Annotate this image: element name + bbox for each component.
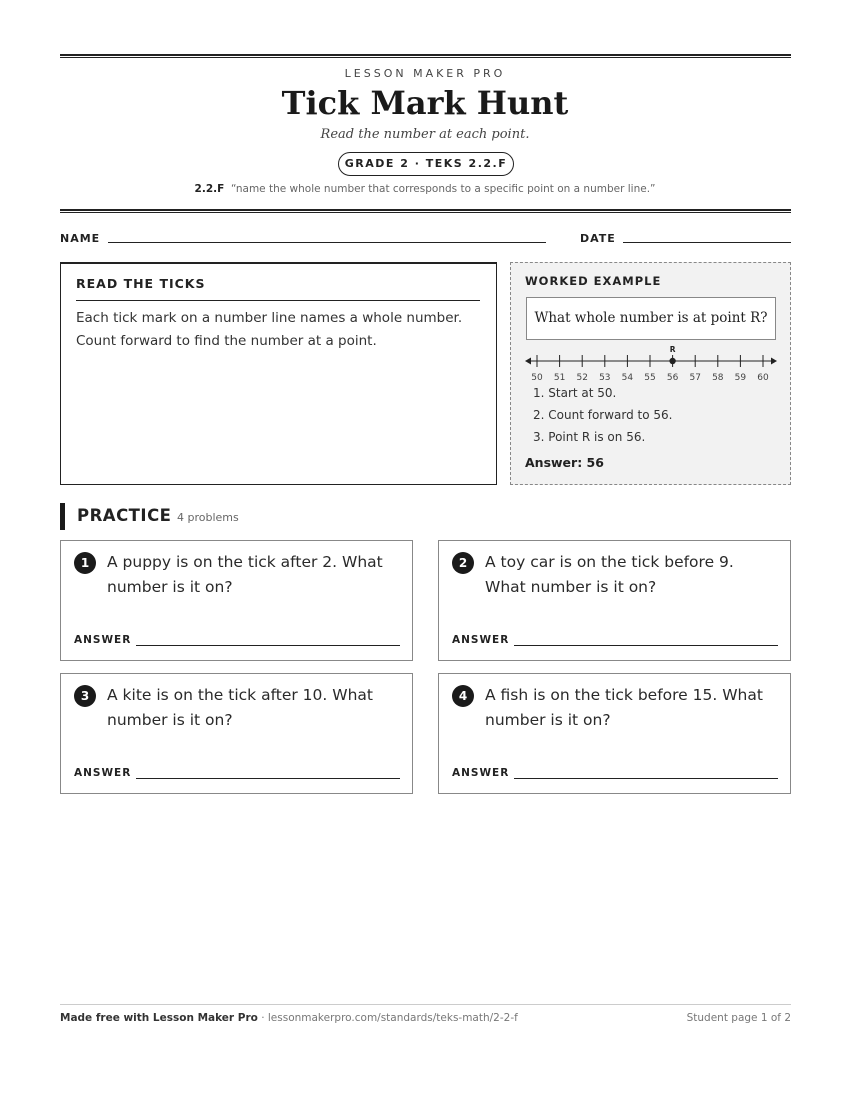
number-line-tick-label: 60 <box>757 373 769 383</box>
right-arrow-icon <box>771 358 777 365</box>
point-r-label: R <box>669 345 676 354</box>
worked-step-3: 3. Point R is on 56. <box>533 430 646 444</box>
name-label: NAME <box>60 232 101 245</box>
number-line-tick-label: 55 <box>644 373 656 383</box>
brand-name: LESSON MAKER PRO <box>344 67 506 80</box>
left-arrow-icon <box>525 358 531 365</box>
page-title: Tick Mark Hunt <box>281 84 569 122</box>
worked-answer: Answer: 56 <box>525 455 604 470</box>
answer-field[interactable] <box>136 645 400 646</box>
worked-example-title: WORKED EXAMPLE <box>525 274 662 288</box>
number-line-tick-label: 51 <box>553 373 566 383</box>
problem-number-badge: 4 <box>452 685 474 707</box>
footer-credit <box>60 1012 518 1024</box>
point-r-marker <box>669 358 675 364</box>
problem-card-4 <box>438 673 791 794</box>
number-line-tick-label: 57 <box>689 373 701 383</box>
standard-statement <box>0 183 850 195</box>
problem-text: A puppy is on the tick after 2. What number is it on? <box>107 553 383 596</box>
problem-text: A toy car is on the tick before 9. What number is it on? <box>485 553 734 596</box>
standard-code: 2.2.F <box>194 183 225 195</box>
read-card-divider <box>76 300 480 301</box>
answer-label: ANSWER <box>452 634 510 646</box>
answer-field[interactable] <box>514 778 778 779</box>
number-line-tick-label: 53 <box>599 373 611 383</box>
footer-divider <box>60 1004 791 1005</box>
worked-example-question: What whole number is at point R? <box>526 297 776 340</box>
answer-label: ANSWER <box>74 634 132 646</box>
footer-page-number: Student page 1 of 2 <box>686 1012 791 1024</box>
problem-card-2 <box>438 540 791 661</box>
header-top-rule <box>60 54 791 58</box>
grade-badge: GRADE 2 · TEKS 2.2.F <box>338 152 514 176</box>
problem-number-badge: 3 <box>74 685 96 707</box>
footer-url[interactable]: · lessonmakerpro.com/standards/teks-math/2-2-f <box>257 1012 518 1024</box>
worked-step-1: 1. Start at 50. <box>533 386 617 400</box>
answer-field[interactable] <box>136 778 400 779</box>
page-subtitle: Read the number at each point. <box>320 127 530 142</box>
name-field[interactable] <box>108 242 546 243</box>
number-line-tick-label: 59 <box>734 373 747 383</box>
standard-text: “name the whole number that corresponds to a specific point on a number line.” <box>230 183 656 195</box>
number-line-tick-label: 50 <box>531 373 543 383</box>
read-the-ticks-card <box>60 262 497 485</box>
problem-card-3 <box>60 673 413 794</box>
number-line <box>523 343 779 383</box>
date-field[interactable] <box>623 242 791 243</box>
practice-accent-bar <box>60 503 65 530</box>
problem-text: A kite is on the tick after 10. What number is it on? <box>107 686 373 729</box>
number-line-tick-label: 58 <box>712 373 724 383</box>
problem-number-badge: 2 <box>452 552 474 574</box>
problem-number-badge: 1 <box>74 552 96 574</box>
practice-title: PRACTICE <box>77 506 172 525</box>
read-card-title: READ THE TICKS <box>76 276 206 291</box>
header-bottom-rule <box>60 209 791 213</box>
read-card-text: Each tick mark on a number line names a whole number. Count forward to find the number at a point. <box>76 310 463 349</box>
problem-card-1 <box>60 540 413 661</box>
footer-made-with: Made free with Lesson Maker Pro <box>60 1012 258 1024</box>
number-line-tick-label: 56 <box>666 373 679 383</box>
answer-label: ANSWER <box>452 767 510 779</box>
answer-field[interactable] <box>514 645 778 646</box>
number-line-tick-label: 54 <box>621 373 634 383</box>
answer-label: ANSWER <box>74 767 132 779</box>
worked-step-2: 2. Count forward to 56. <box>533 408 673 422</box>
number-line-tick-label: 52 <box>576 373 588 383</box>
problem-text: A fish is on the tick before 15. What number is it on? <box>485 686 763 729</box>
date-label: DATE <box>580 232 616 245</box>
worked-example-card <box>510 262 791 485</box>
practice-count: 4 problems <box>177 511 239 524</box>
